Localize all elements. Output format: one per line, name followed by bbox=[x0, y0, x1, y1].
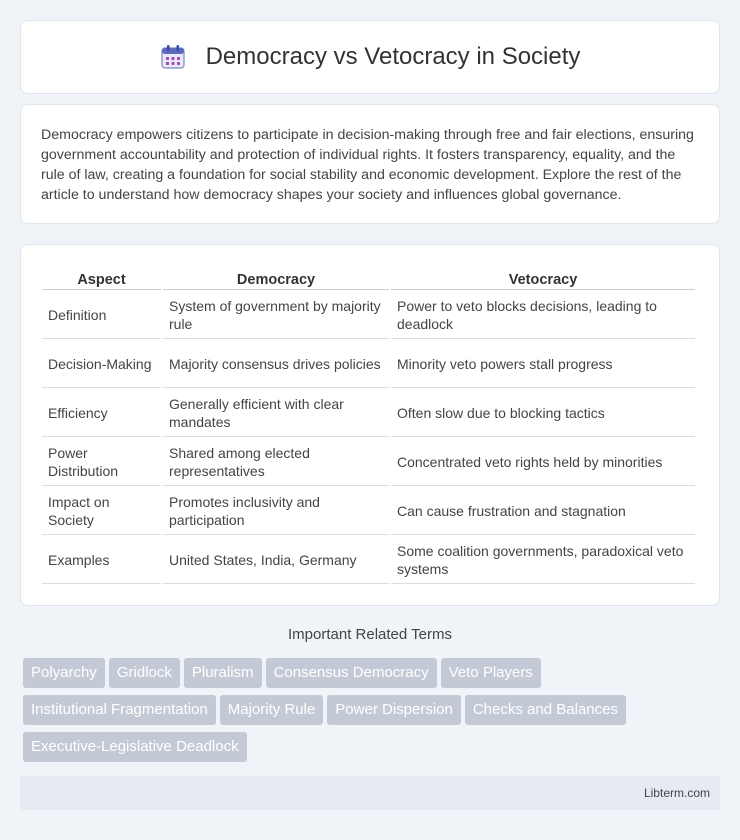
table-cell: Often slow due to blocking tactics bbox=[391, 390, 695, 437]
related-terms-title: Important Related Terms bbox=[288, 626, 452, 643]
table-cell: Definition bbox=[42, 292, 161, 339]
header-vetocracy: Vetocracy bbox=[391, 267, 695, 290]
calendar-icon bbox=[160, 44, 186, 70]
table-cell: United States, India, Germany bbox=[163, 537, 389, 584]
table-cell: Power Distribution bbox=[42, 439, 161, 486]
comparison-table-card bbox=[20, 244, 720, 606]
table-cell: Some coalition governments, paradoxical veto systems bbox=[391, 537, 695, 584]
table-cell: Power to veto blocks decisions, leading to deadlock bbox=[391, 292, 695, 339]
table-row bbox=[42, 537, 695, 584]
tag-consensus-democracy[interactable]: Consensus Democracy bbox=[266, 658, 437, 688]
table-cell: Minority veto powers stall progress bbox=[391, 341, 695, 388]
comparison-table bbox=[40, 265, 697, 586]
table-row bbox=[42, 292, 695, 339]
header-card bbox=[20, 20, 720, 94]
table-cell: Shared among elected representatives bbox=[163, 439, 389, 486]
footer-link[interactable]: Libterm.com bbox=[643, 786, 710, 800]
tag-pluralism[interactable]: Pluralism bbox=[184, 658, 262, 688]
tag-gridlock[interactable]: Gridlock bbox=[109, 658, 180, 688]
table-row bbox=[42, 390, 695, 437]
table-cell: Impact on Society bbox=[42, 488, 161, 535]
tag-institutional-fragmentation[interactable]: Institutional Fragmentation bbox=[23, 695, 216, 725]
table-cell: Promotes inclusivity and participation bbox=[163, 488, 389, 535]
tag-veto-players[interactable]: Veto Players bbox=[441, 658, 541, 688]
tag-checks-and-balances[interactable]: Checks and Balances bbox=[465, 695, 626, 725]
tag-executive-legislative-deadlock[interactable]: Executive-Legislative Deadlock bbox=[23, 732, 247, 762]
footer bbox=[20, 776, 720, 810]
tag-power-dispersion[interactable]: Power Dispersion bbox=[327, 695, 461, 725]
intro-text: Democracy empowers citizens to participate in decision-making through free and fair elections, ensuring government accountability and protection of individual rights. It fosters transparency, equality, and the rule of law, creating a foundation for social stability and economic development. Explore the rest of the article to understand how democracy shapes your society and influences global governance. bbox=[41, 127, 694, 203]
tag-polyarchy[interactable]: Polyarchy bbox=[23, 658, 105, 688]
table-cell: Majority consensus drives policies bbox=[163, 341, 389, 388]
related-terms-list bbox=[23, 658, 723, 769]
table-row bbox=[42, 439, 695, 486]
table-cell: Decision-Making bbox=[42, 341, 161, 388]
header-aspect: Aspect bbox=[42, 267, 161, 290]
table-cell: Concentrated veto rights held by minorities bbox=[391, 439, 695, 486]
tag-majority-rule[interactable]: Majority Rule bbox=[220, 695, 324, 725]
table-header-row bbox=[42, 267, 695, 290]
table-cell: Examples bbox=[42, 537, 161, 584]
table-row bbox=[42, 341, 695, 388]
table-row bbox=[42, 488, 695, 535]
page-title: Democracy vs Vetocracy in Society bbox=[205, 43, 581, 70]
table-cell: Can cause frustration and stagnation bbox=[391, 488, 695, 535]
header-democracy: Democracy bbox=[163, 267, 389, 290]
table-cell: System of government by majority rule bbox=[163, 292, 389, 339]
table-cell: Efficiency bbox=[42, 390, 161, 437]
table-cell: Generally efficient with clear mandates bbox=[163, 390, 389, 437]
intro-card bbox=[20, 104, 720, 224]
